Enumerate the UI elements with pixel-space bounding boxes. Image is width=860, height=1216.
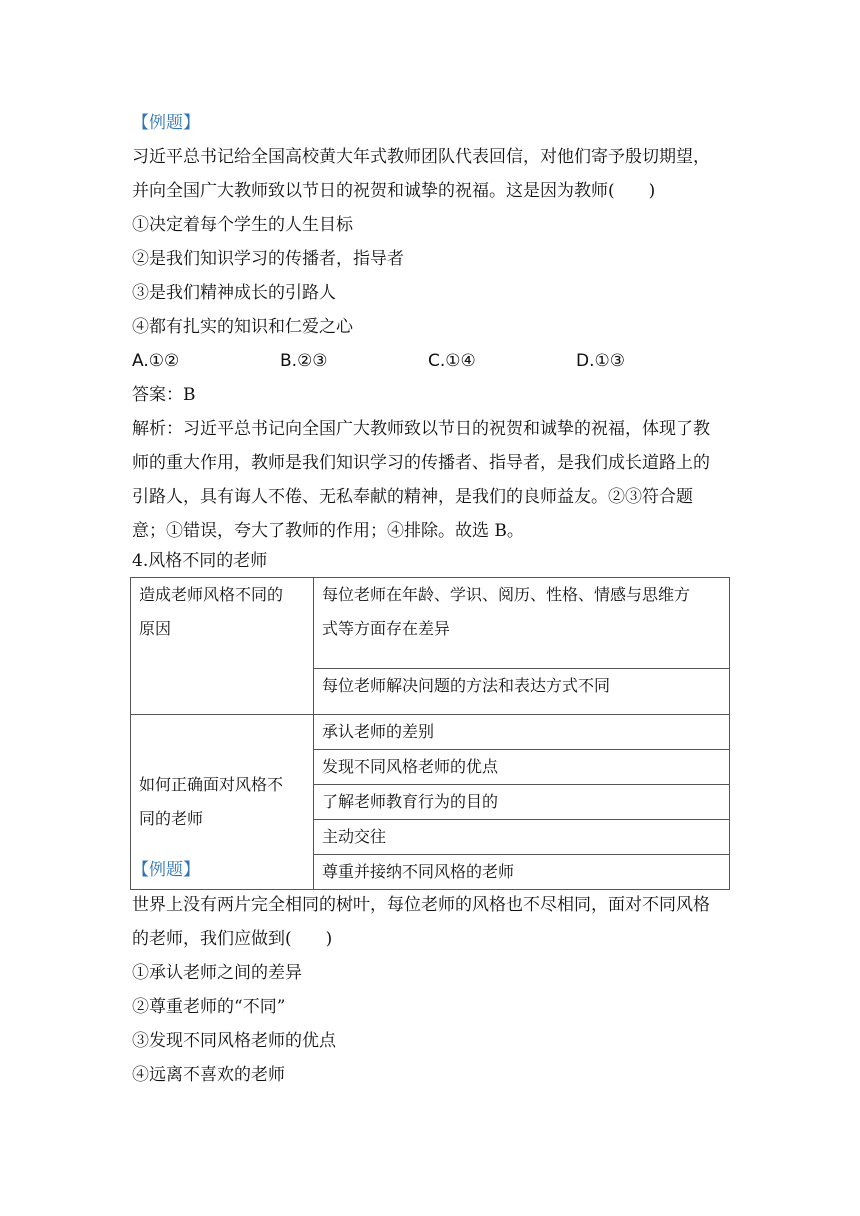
- table-row: [131, 578, 730, 669]
- group1-item-1-line-2: 式等方面存在差异: [322, 619, 451, 638]
- example2-statement-4: ④远离不喜欢的老师: [132, 1065, 285, 1085]
- table-row: [131, 715, 730, 750]
- example2-statement-3: ③发现不同风格老师的优点: [132, 1031, 336, 1051]
- group1-label-line-2: 原因: [139, 619, 172, 638]
- group2-label-line-1: 如何正确面对风格不: [139, 775, 284, 794]
- example1-statement-4: ④都有扎实的知识和仁爱之心: [132, 317, 353, 337]
- example1-options: [132, 344, 732, 378]
- group2-item-5: 尊重并接纳不同风格的老师: [314, 855, 730, 890]
- example2-statement-1: ①承认老师之间的差异: [132, 963, 302, 983]
- group2-item-3: 了解老师教育行为的目的: [314, 785, 730, 820]
- example1-analysis-line-1: 解析：习近平总书记向全国广大教师致以节日的祝贺和诚挚的祝福，体现了教: [132, 419, 710, 439]
- example1-statement-2: ②是我们知识学习的传播者，指导者: [132, 249, 404, 269]
- example2-question-line-1: 世界上没有两片完全相同的树叶，每位老师的风格也不尽相同，面对不同风格: [132, 895, 710, 915]
- example2-heading: 【例题】: [132, 860, 200, 880]
- example1-block: [132, 106, 732, 548]
- example1-analysis-line-3: 引路人，具有诲人不倦、无私奉献的精神，是我们的良师益友。②③符合题: [132, 487, 693, 507]
- section-title: 4.风格不同的老师: [132, 551, 268, 571]
- group1-label-line-1: 造成老师风格不同的: [139, 585, 284, 604]
- group1-item-2: 每位老师解决问题的方法和表达方式不同: [314, 668, 730, 714]
- group2-item-1: 承认老师的差别: [314, 715, 730, 750]
- group1-label-cell: [131, 578, 314, 715]
- group1-item-1: [314, 578, 730, 669]
- option-a: A.①②: [132, 351, 180, 371]
- group2-item-4: 主动交往: [314, 820, 730, 855]
- example1-heading: 【例题】: [132, 113, 200, 133]
- example1-analysis-line-4: 意；①错误，夸大了教师的作用；④排除。故选 B。: [132, 521, 524, 541]
- group1-item-1-line-1: 每位老师在年龄、学识、阅历、性格、情感与思维方: [322, 585, 691, 604]
- group2-label-line-2: 同的老师: [139, 809, 204, 828]
- example1-analysis-line-2: 师的重大作用，教师是我们知识学习的传播者、指导者，是我们成长道路上的: [132, 453, 710, 473]
- teacher-style-table: [130, 577, 730, 890]
- example1-question-line-1: 习近平总书记给全国高校黄大年式教师团队代表回信，对他们寄予殷切期望，: [132, 147, 710, 167]
- option-b: B.②③: [280, 351, 328, 371]
- example2-statement-2: ②尊重老师的“不同”: [132, 997, 286, 1017]
- example2-question-line-2: 的老师，我们应做到( ): [132, 929, 333, 949]
- example1-statement-1: ①决定着每个学生的人生目标: [132, 215, 353, 235]
- example1-answer: 答案：B: [132, 385, 196, 405]
- option-d: D.①③: [576, 351, 625, 371]
- example1-question-line-2: 并向全国广大教师致以节日的祝贺和诚挚的祝福。这是因为教师( ): [132, 181, 656, 201]
- option-c: C.①④: [428, 351, 476, 371]
- example2-block: [132, 852, 732, 1092]
- group2-item-2: 发现不同风格老师的优点: [314, 750, 730, 785]
- example1-statement-3: ③是我们精神成长的引路人: [132, 283, 336, 303]
